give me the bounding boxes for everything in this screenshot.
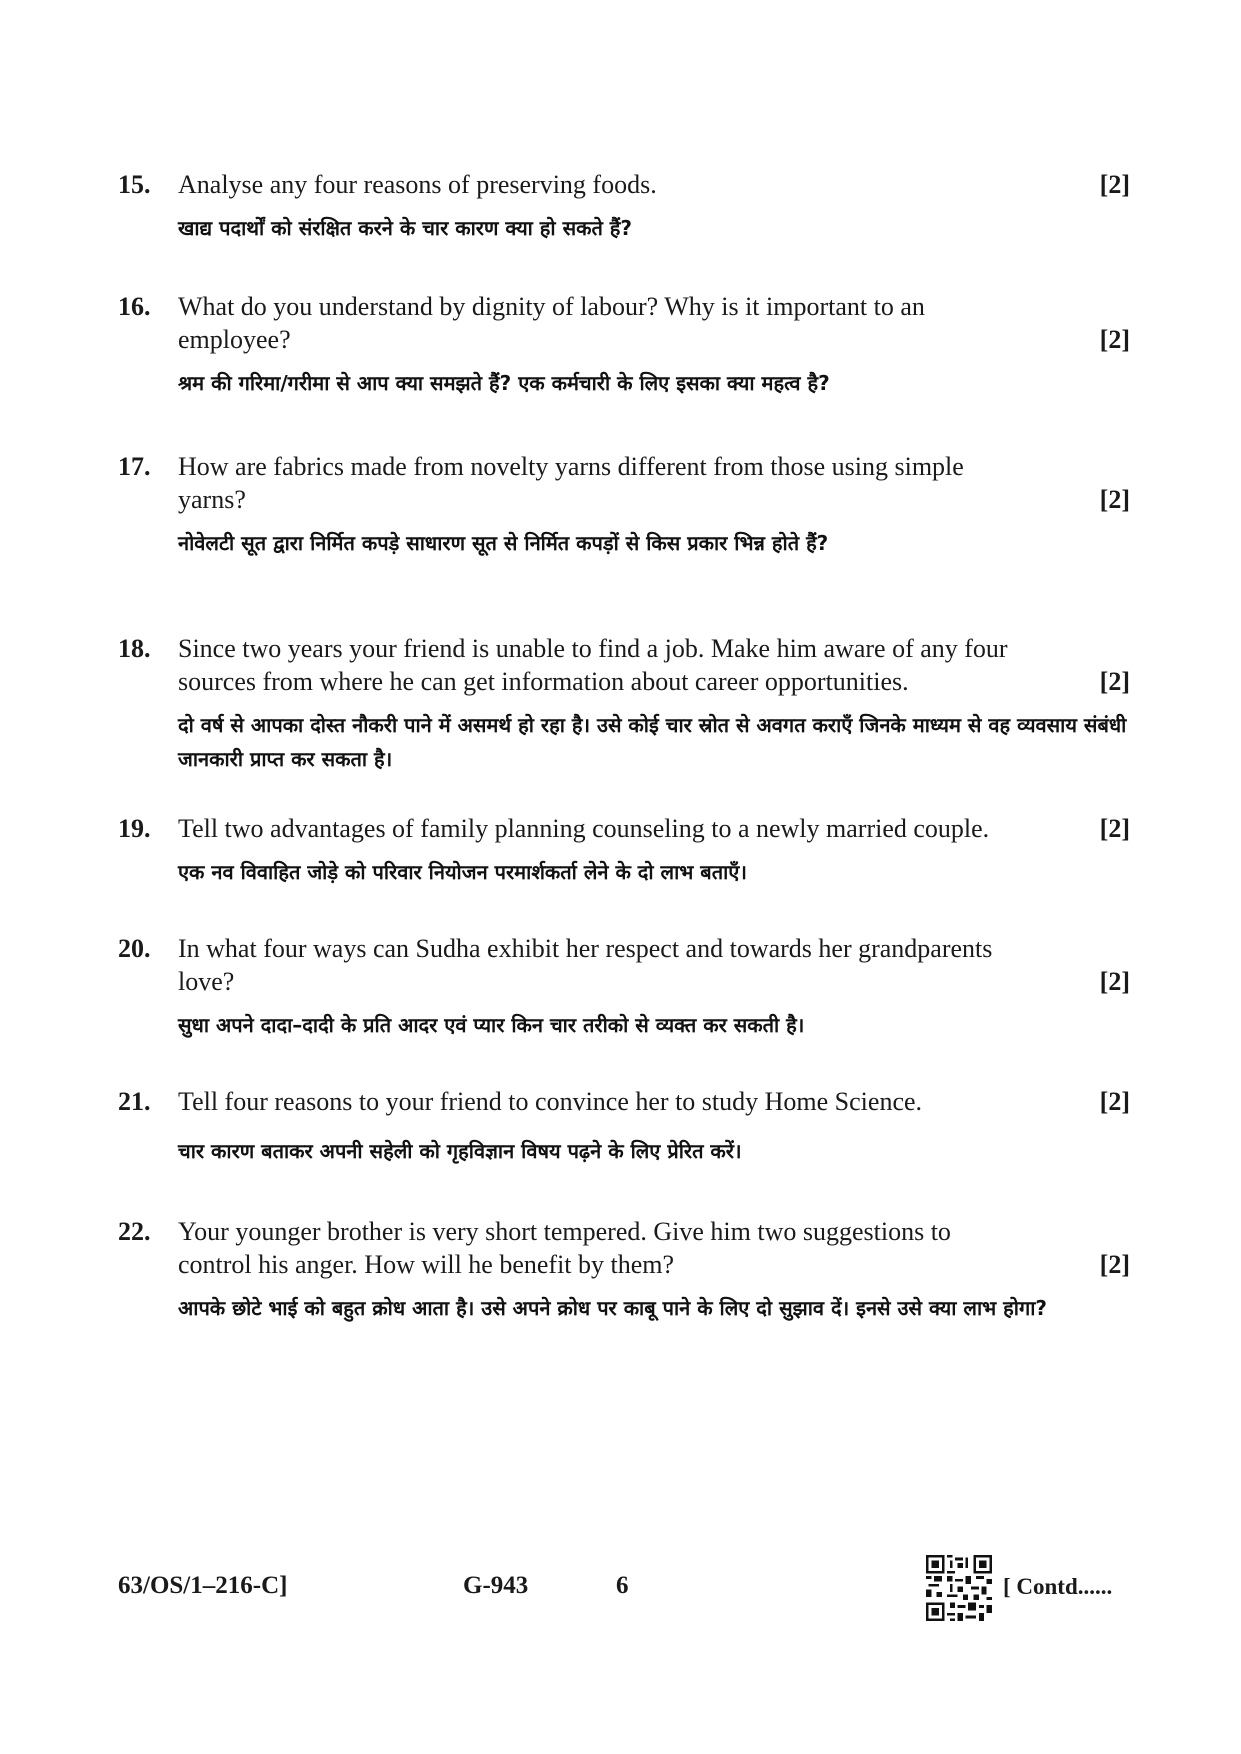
question-number: 16. bbox=[118, 292, 151, 321]
question-text-hindi: आपके छोटे भाई को बहुत क्रोध आता है। उसे अपने क्रोध पर काबू पाने के लिए दो सुझाव दें। इनसे उसे क्या लाभ होगा? bbox=[178, 1296, 1048, 1320]
marks-label: [2] bbox=[1099, 325, 1130, 354]
question-20 bbox=[118, 932, 1130, 1042]
question-text-hindi: श्रम की गरिमा/गरीमा से आप क्या समझते हैं? एक कर्मचारी के लिए इसका क्या महत्व है? bbox=[178, 371, 830, 395]
question-text-hindi: सुधा अपने दादा–दादी के प्रति आदर एवं प्यार किन चार तरीको से व्यक्त कर सकती है। bbox=[178, 1013, 805, 1037]
question-19 bbox=[118, 812, 1130, 889]
question-22 bbox=[118, 1215, 1130, 1325]
continued-label: [ Contd...... bbox=[1003, 1574, 1113, 1599]
question-line: Tell four reasons to your friend to convince her to study Home Science. bbox=[178, 1087, 923, 1116]
marks-label: [2] bbox=[1099, 170, 1130, 199]
question-text-english bbox=[178, 812, 1130, 845]
question-number: 18. bbox=[118, 634, 151, 663]
question-text-english bbox=[178, 632, 1130, 698]
question-line: Since two years your friend is unable to find a job. Make him aware of any four bbox=[178, 634, 1008, 663]
marks-label: [2] bbox=[1099, 667, 1130, 696]
marks-label: [2] bbox=[1099, 1087, 1130, 1116]
question-line: control his anger. How will he benefit by them? bbox=[178, 1250, 675, 1279]
question-line: How are fabrics made from novelty yarns different from those using simple bbox=[178, 452, 964, 481]
question-line: sources from where he can get information about career opportunities. bbox=[178, 667, 909, 696]
question-number: 17. bbox=[118, 452, 151, 481]
question-line: Analyse any four reasons of preserving foods. bbox=[178, 170, 657, 199]
qr-code-icon bbox=[926, 1555, 992, 1621]
paper-code: 63/OS/1–216-C] bbox=[118, 1572, 288, 1599]
question-text-hindi: चार कारण बताकर अपनी सहेली को गृहविज्ञान विषय पढ़ने के लिए प्रेरित करें। bbox=[178, 1139, 742, 1163]
question-line: What do you understand by dignity of labour? Why is it important to an bbox=[178, 292, 925, 321]
question-line: employee? bbox=[178, 325, 291, 354]
question-number: 20. bbox=[118, 934, 151, 963]
question-text-english bbox=[178, 450, 1130, 516]
marks-label: [2] bbox=[1099, 485, 1130, 514]
question-18 bbox=[118, 632, 1130, 776]
question-line: yarns? bbox=[178, 485, 246, 514]
question-text-english bbox=[178, 290, 1130, 356]
series-code: G-943 bbox=[463, 1572, 529, 1599]
question-text-english bbox=[178, 1215, 1130, 1281]
question-number: 15. bbox=[118, 170, 151, 199]
marks-label: [2] bbox=[1099, 1250, 1130, 1279]
page-number: 6 bbox=[616, 1572, 629, 1599]
question-line: Your younger brother is very short tempered. Give him two suggestions to bbox=[178, 1217, 951, 1246]
marks-label: [2] bbox=[1099, 967, 1130, 996]
question-line: love? bbox=[178, 967, 235, 996]
question-text-hindi: दो वर्ष से आपका दोस्त नौकरी पाने में असमर्थ हो रहा है। उसे कोई चार स्रोत से अवगत कराएँ जिनके माध्यम से वह व्यवसाय संबंधी जानकारी प्राप्त कर सकता है। bbox=[178, 713, 1127, 771]
marks-label: [2] bbox=[1099, 814, 1130, 843]
question-text-english bbox=[178, 1085, 1130, 1118]
question-15 bbox=[118, 168, 1130, 245]
question-text-hindi: खाद्य पदार्थों को संरक्षित करने के चार कारण क्या हो सकते हैं? bbox=[178, 216, 633, 240]
question-text-hindi: नोवेलटी सूत द्वारा निर्मित कपड़े साधारण सूत से निर्मित कपड़ों से किस प्रकार भिन्न होते हैं? bbox=[178, 531, 829, 555]
question-17 bbox=[118, 450, 1130, 560]
question-21 bbox=[118, 1085, 1130, 1168]
question-text-english bbox=[178, 932, 1130, 998]
question-line: In what four ways can Sudha exhibit her respect and towards her grandparents bbox=[178, 934, 993, 963]
question-text-english bbox=[178, 168, 1130, 201]
question-number: 21. bbox=[118, 1087, 151, 1116]
question-line: Tell two advantages of family planning counseling to a newly married couple. bbox=[178, 814, 990, 843]
question-text-hindi: एक नव विवाहित जोड़े को परिवार नियोजन परमार्शकर्ता लेने के दो लाभ बताएँ। bbox=[178, 860, 747, 884]
question-16 bbox=[118, 290, 1130, 400]
question-number: 22. bbox=[118, 1217, 151, 1246]
question-number: 19. bbox=[118, 814, 151, 843]
